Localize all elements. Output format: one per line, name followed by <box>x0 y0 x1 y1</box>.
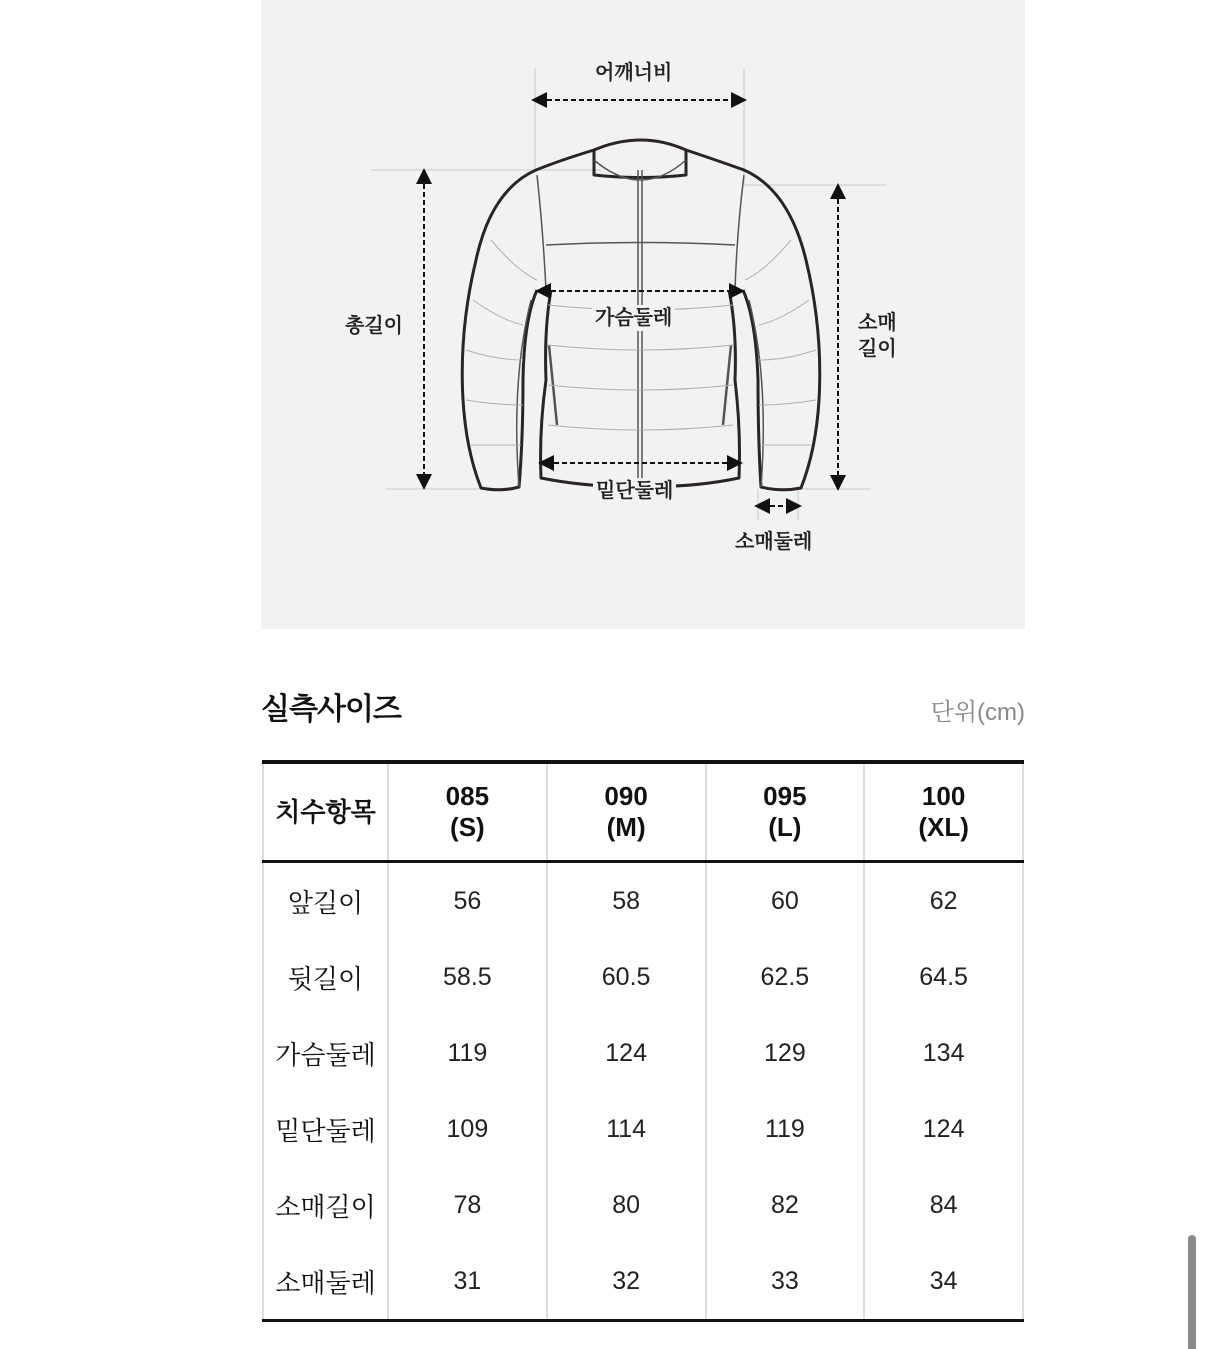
table-row <box>263 1243 1023 1321</box>
sleeve-length-label-line2: 길이 <box>858 338 897 360</box>
size-code: 095 <box>763 781 807 811</box>
cell-value: 119 <box>388 1015 547 1091</box>
cell-value: 64.5 <box>864 939 1023 1015</box>
size-letter: (M) <box>606 812 646 842</box>
size-table <box>262 760 1024 1322</box>
row-label: 소매길이 <box>263 1167 388 1243</box>
cell-value: 124 <box>864 1091 1023 1167</box>
cell-value: 60.5 <box>547 939 706 1015</box>
size-code: 085 <box>445 781 490 811</box>
cell-value: 34 <box>864 1243 1023 1321</box>
cell-value: 124 <box>547 1015 706 1091</box>
header-size-s <box>388 762 547 862</box>
size-code: 100 <box>921 781 966 811</box>
row-label: 뒷길이 <box>263 939 388 1015</box>
cell-value: 129 <box>706 1015 865 1091</box>
size-section-header <box>261 680 1025 730</box>
unit-label: 단위(cm) <box>930 699 1025 726</box>
cell-value: 62 <box>864 862 1023 940</box>
cell-value: 84 <box>864 1167 1023 1243</box>
sleeve-length-label-line1: 소매 <box>858 312 897 334</box>
cell-value: 58 <box>547 862 706 940</box>
header-size-l <box>706 762 865 862</box>
sleeve-circumference-label: 소매둘레 <box>735 531 813 553</box>
cell-value: 58.5 <box>388 939 547 1015</box>
table-row <box>263 1091 1023 1167</box>
header-size-xl <box>864 762 1023 862</box>
row-label: 소매둘레 <box>263 1243 388 1321</box>
header-measurement-item: 치수항목 <box>263 762 388 862</box>
row-label: 앞길이 <box>263 862 388 940</box>
row-label: 가슴둘레 <box>263 1015 388 1091</box>
cell-value: 80 <box>547 1167 706 1243</box>
cell-value: 32 <box>547 1243 706 1321</box>
row-label: 밑단둘레 <box>263 1091 388 1167</box>
vertical-scrollbar[interactable] <box>1188 1235 1196 1349</box>
shoulder-width-label: 어깨너비 <box>595 62 673 84</box>
size-code: 090 <box>604 781 648 811</box>
cell-value: 78 <box>388 1167 547 1243</box>
table-row <box>263 862 1023 940</box>
cell-value: 119 <box>706 1091 865 1167</box>
cell-value: 82 <box>706 1167 865 1243</box>
cell-value: 62.5 <box>706 939 865 1015</box>
cell-value: 31 <box>388 1243 547 1321</box>
total-length-label: 총길이 <box>345 315 403 337</box>
table-row <box>263 1167 1023 1243</box>
cell-value: 56 <box>388 862 547 940</box>
cell-value: 134 <box>864 1015 1023 1091</box>
table-header-row <box>263 762 1023 862</box>
size-letter: (S) <box>450 812 485 842</box>
cell-value: 33 <box>706 1243 865 1321</box>
table-row <box>263 939 1023 1015</box>
table-row <box>263 1015 1023 1091</box>
size-guide-diagram <box>261 0 1025 629</box>
cell-value: 109 <box>388 1091 547 1167</box>
cell-value: 60 <box>706 862 865 940</box>
cell-value: 114 <box>547 1091 706 1167</box>
hem-label: 밑단둘레 <box>593 478 676 504</box>
size-letter: (XL) <box>918 812 969 842</box>
chest-label: 가슴둘레 <box>592 305 675 331</box>
section-title: 실측사이즈 <box>261 693 401 726</box>
size-letter: (L) <box>768 812 802 842</box>
header-size-m <box>547 762 706 862</box>
